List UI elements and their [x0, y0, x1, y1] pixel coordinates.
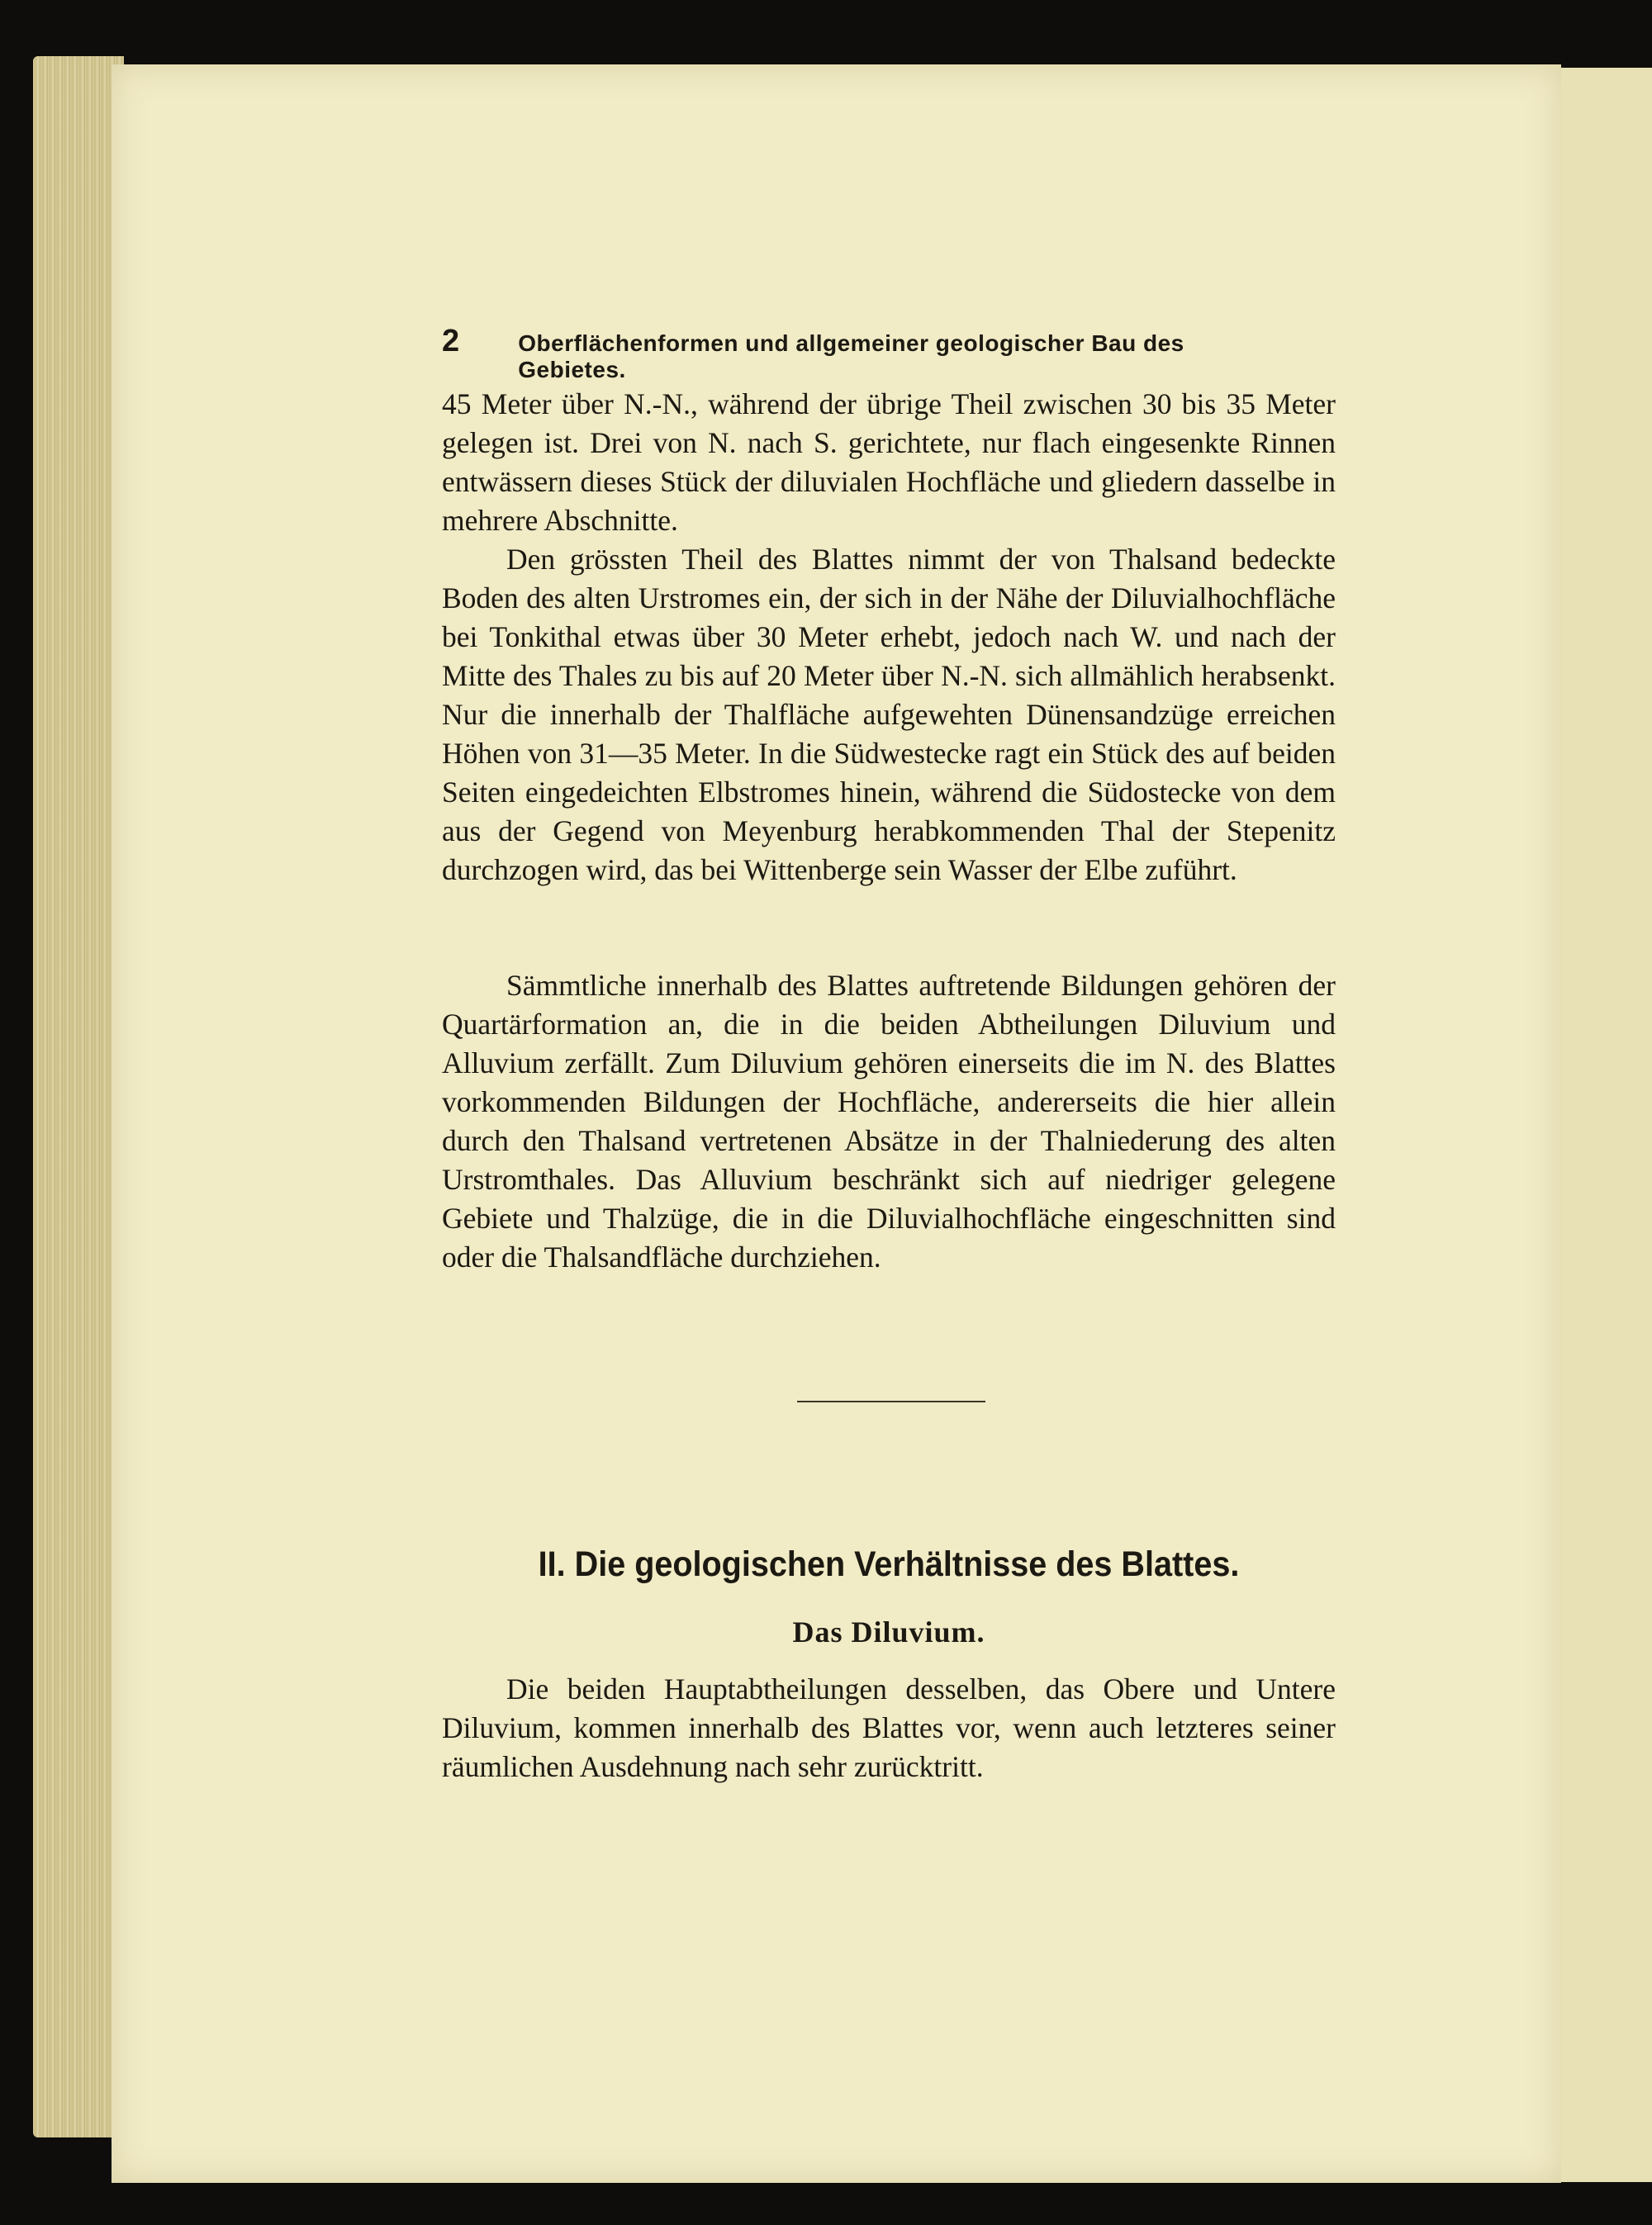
facing-page-edge	[1546, 68, 1652, 2182]
book-page-edges	[33, 56, 124, 2137]
body-paragraph-3: Sämmtliche innerhalb des Blattes auftretende Bildungen gehören der Quartärformation an, die in die beiden Abtheilungen Diluvium und Alluvium zerfällt. Zum Diluvium gehören einerseits die im N. des Blattes vorkommenden Bildungen der Hochfläche, andererseits die hier allein durch den Thalsand vertretenen Absätze in der Thalniederung des alten Urstromthales. Das Alluvium beschränkt sich auf niedriger gelegene Gebiete und Thalzüge, die in die Diluvialhochfläche eingeschnitten sind oder die Thalsandfläche durchziehen.	[442, 969, 1336, 1274]
running-title: Oberflächenformen und allgemeiner geologischer Bau des Gebietes.	[518, 330, 1184, 382]
sub-heading: Das Diluvium.	[792, 1615, 985, 1649]
body-paragraph-2: Den grössten Theil des Blattes nimmt der von Thalsand bedeckte Boden des alten Urstromes ein, der sich in der Nähe der Diluvialhochfläche bei Tonkithal etwas über 30 Meter erhebt, jedoch nach W. und nach der Mitte des Thales zu bis auf 20 Meter über N.-N. sich allmählich herabsenkt. Nur die innerhalb der Thalfläche aufgewehten Dünensandzüge erreichen Höhen von 31—35 Meter. In die Südwestecke ragt ein Stück des auf beiden Seiten eingedeichten Elbstromes hinein, während die Südostecke von dem aus der Gegend von Meyenburg herabkommenden Thal der Stepenitz durchzogen wird, das bei Wittenberge sein Wasser der Elbe zuführt.	[442, 543, 1336, 886]
section-divider-rule	[797, 1401, 985, 1402]
page-number: 2	[442, 324, 460, 358]
body-paragraph-1: 45 Meter über N.-N., während der übrige Theil zwischen 30 bis 35 Meter gelegen ist. Drei von N. nach S. gerichtete, nur flach eingesenkte Rinnen entwässern dieses Stück der diluvialen Hochfläche und gliedern dasselbe in mehrere Abschnitte.	[442, 387, 1336, 537]
body-paragraph-4: Die beiden Hauptabtheilungen desselben, das Obere und Untere Diluvium, kommen innerhalb des Blattes vor, wenn auch letzteres seiner räumlichen Ausdehnung nach sehr zurücktritt.	[442, 1672, 1336, 1783]
section-heading: II. Die geologischen Verhältnisse des Blattes.	[538, 1544, 1240, 1584]
running-head	[442, 324, 1276, 382]
